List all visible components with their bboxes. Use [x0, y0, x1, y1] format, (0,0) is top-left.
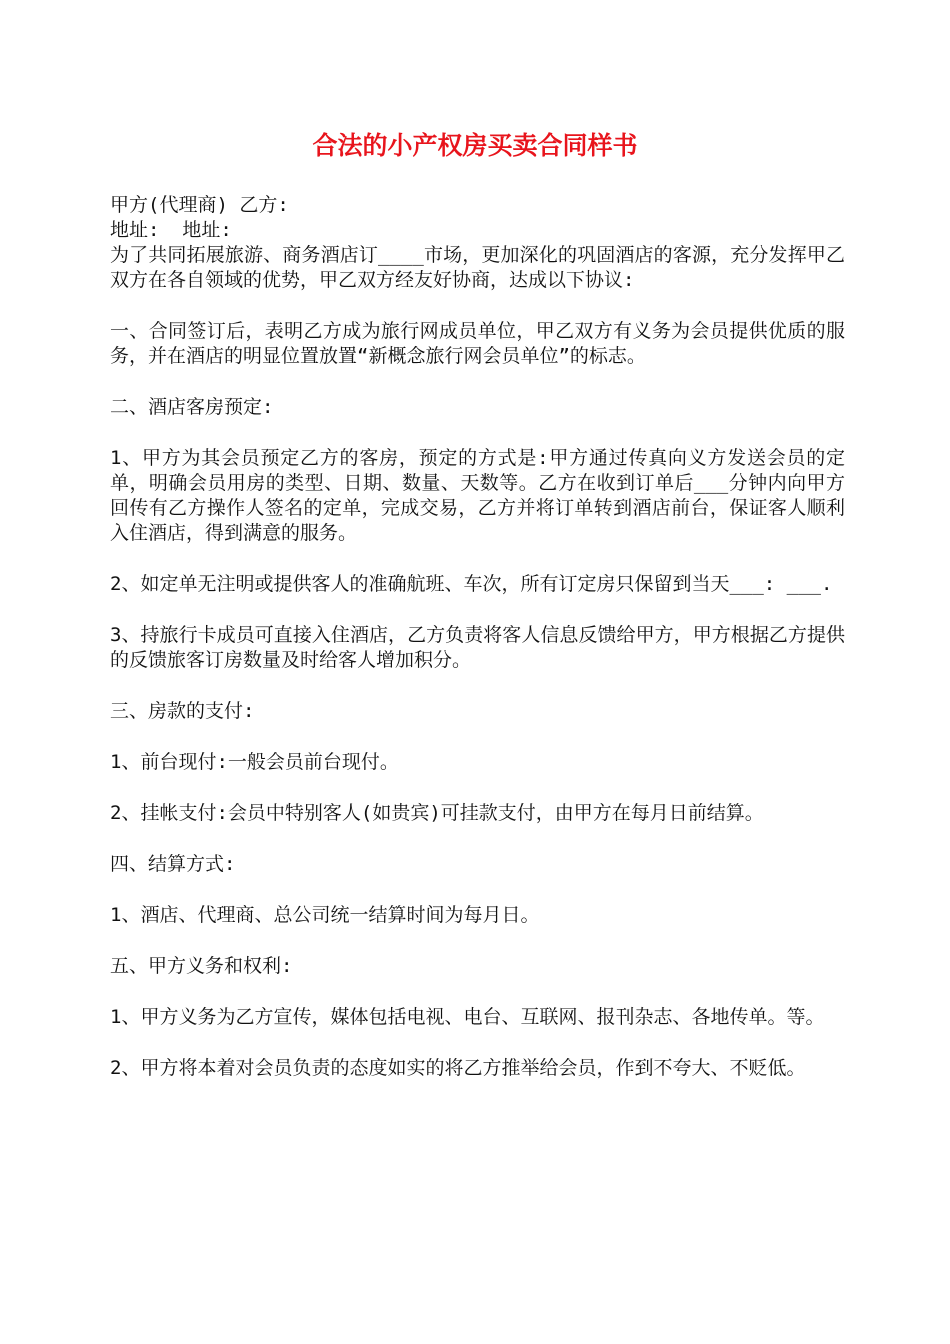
section-2-item-3: 3、持旅行卡成员可直接入住酒店，乙方负责将客人信息反馈给甲方，甲方根据乙方提供的反馈旅客订房数量及时给客人增加积分。 — [110, 624, 845, 671]
section-5-heading: 五、甲方义务和权利: — [110, 955, 293, 977]
address-line: 地址: 地址: — [110, 219, 232, 241]
section-5-item-2: 2、甲方将本着对会员负责的态度如实的将乙方推举给会员，作到不夸大、不贬低。 — [110, 1057, 806, 1079]
section-2-item-2: 2、如定单无注明或提供客人的准确航班、车次，所有订定房只保留到当天___: ___. — [110, 573, 833, 595]
section-3-item-2: 2、挂帐支付:会员中特别客人(如贵宾)可挂款支付，由甲方在每月日前结算。 — [110, 802, 764, 824]
clause-1-paragraph: 一、合同签订后，表明乙方成为旅行网成员单位，甲乙双方有义务为会员提供优质的服务，并在酒店的明显位置放置“新概念旅行网会员单位”的标志。 — [110, 320, 845, 367]
section-2-heading: 二、酒店客房预定: — [110, 396, 274, 418]
section-3-item-1: 1、前台现付:一般会员前台现付。 — [110, 751, 399, 773]
document-body — [110, 193, 845, 1081]
document-title: 合法的小产权房买卖合同样书 — [312, 131, 638, 160]
preamble-paragraph: 为了共同拓展旅游、商务酒店订____市场，更加深化的巩固酒店的客源，充分发挥甲乙双方在各自领域的优势，甲乙双方经友好协商，达成以下协议: — [110, 244, 845, 291]
section-4-heading: 四、结算方式: — [110, 853, 236, 875]
section-5-item-1: 1、甲方义务为乙方宣传，媒体包括电视、电台、互联网、报刊杂志、各地传单。等。 — [110, 1006, 825, 1028]
section-3-heading: 三、房款的支付: — [110, 700, 255, 722]
section-2-item-1: 1、甲方为其会员预定乙方的客房，预定的方式是:甲方通过传真向义方发送会员的定单，明确会员用房的类型、日期、数量、天数等。乙方在收到订单后___分钟内向甲方回传有乙方操作人签名的定单，完成交易，乙方并将订单转到酒店前台，保证客人顺利入住酒店，得到满意的服务。 — [110, 447, 845, 544]
section-4-item-1: 1、酒店、代理商、总公司统一结算时间为每月日。 — [110, 904, 540, 926]
party-line: 甲方(代理商) 乙方: — [110, 194, 289, 216]
